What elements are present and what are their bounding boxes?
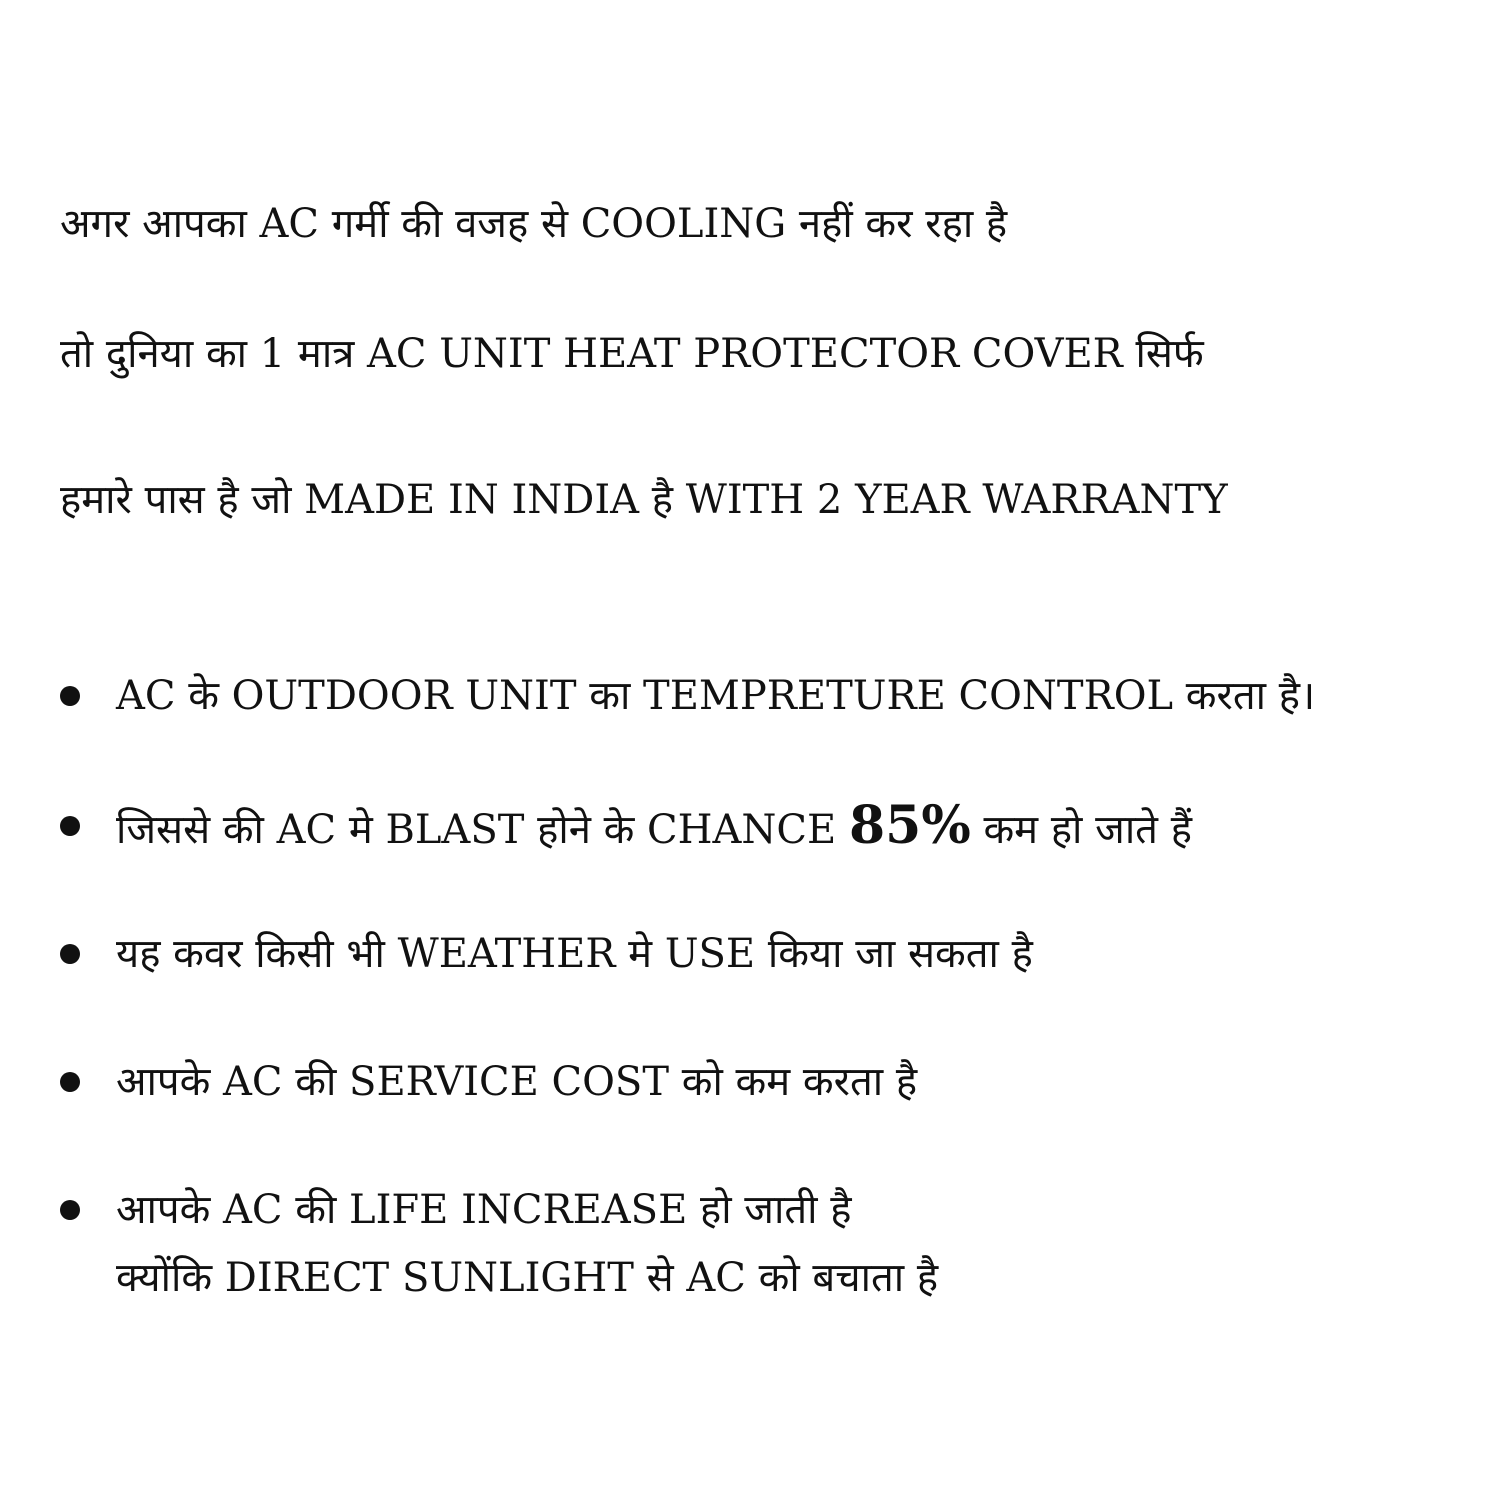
list-item-text: आपके AC की SERVICE COST को कम करता है	[116, 1059, 918, 1105]
bullet-icon	[60, 1200, 80, 1220]
intro-line-2: तो दुनिया का 1 मात्र AC UNIT HEAT PROTECTOR COVER सिर्फ	[60, 331, 1204, 377]
text-before-highlight: जिससे की AC मे BLAST होने के CHANCE	[116, 807, 849, 853]
text-after-highlight: कम हो जाते हैं	[970, 807, 1192, 853]
intro-line-1: अगर आपका AC गर्मी की वजह से COOLING नहीं कर रहा है	[60, 201, 1008, 247]
list-item-text	[116, 795, 1192, 858]
list-item-text	[116, 1182, 938, 1306]
bullet-icon	[60, 1072, 80, 1092]
list-item-text: यह कवर किसी भी WEATHER मे USE किया जा सकता है	[116, 931, 1033, 977]
percentage-highlight: 85%	[848, 795, 971, 856]
intro-line-3: हमारे पास है जो MADE IN INDIA है WITH 2 YEAR WARRANTY	[60, 477, 1228, 523]
bullet-icon	[60, 944, 80, 964]
list-item-text: AC के OUTDOOR UNIT का TEMPRETURE CONTROL करता है।	[116, 673, 1316, 719]
bullet-icon	[60, 686, 80, 706]
list-item-line-1: आपके AC की LIFE INCREASE हो जाती है	[116, 1187, 852, 1233]
list-item-line-2: क्योंकि DIRECT SUNLIGHT से AC को बचाता है	[116, 1255, 939, 1301]
bullet-icon	[60, 816, 80, 836]
